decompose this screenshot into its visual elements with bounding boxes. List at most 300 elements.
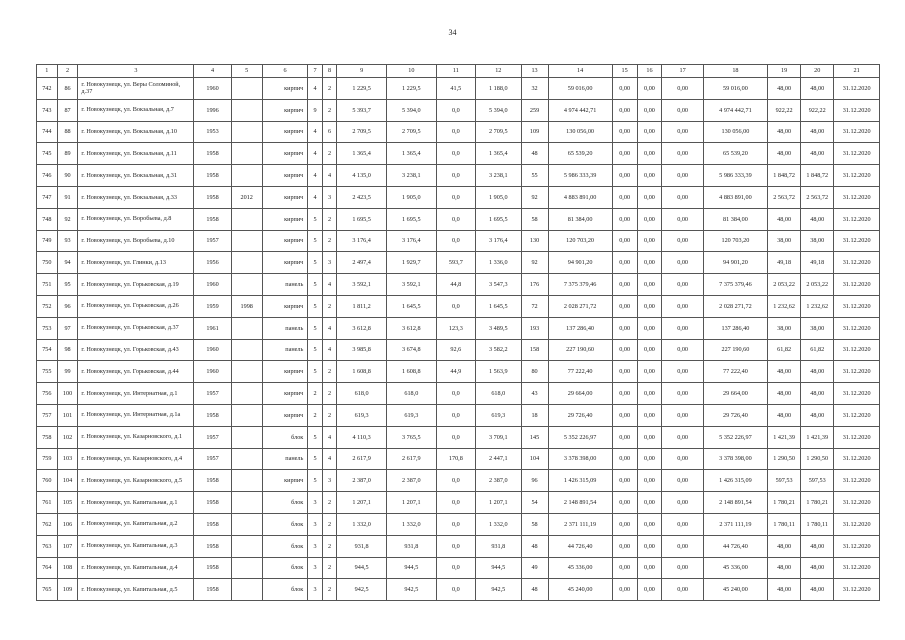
column-header: 19 [768, 65, 801, 78]
table-cell: г. Новокузнецк, ул. Веры Соломиной, д.37 [78, 78, 194, 100]
table-cell: 0,00 [612, 448, 637, 470]
table-cell: 2 563,72 [801, 186, 834, 208]
table-cell: 86 [57, 78, 78, 100]
table-cell: 2 709,5 [337, 121, 387, 143]
table-cell: 1 207,1 [476, 492, 522, 514]
table-row [37, 383, 880, 405]
table-cell: 4 [308, 165, 322, 187]
column-header: 21 [834, 65, 880, 78]
table-cell [231, 361, 262, 383]
table-row [37, 448, 880, 470]
table-cell: 4 [322, 317, 336, 339]
table-cell: 0,00 [612, 404, 637, 426]
table-cell: 120 703,20 [703, 230, 767, 252]
table-cell: 1 645,5 [386, 295, 436, 317]
table-cell [231, 513, 262, 535]
table-cell [231, 274, 262, 296]
table-cell: 1958 [194, 557, 231, 579]
table-cell: 94 901,20 [703, 252, 767, 274]
column-header: 8 [322, 65, 336, 78]
table-cell: кирпич [262, 208, 308, 230]
table-cell [231, 121, 262, 143]
table-row [37, 513, 880, 535]
table-cell: 1 695,5 [337, 208, 387, 230]
table-cell: 2 [322, 99, 336, 121]
table-cell: 2 053,22 [801, 274, 834, 296]
table-cell: 0,00 [662, 78, 703, 100]
table-cell: 31.12.2020 [834, 165, 880, 187]
table-cell: 748 [37, 208, 58, 230]
table-cell: 0,00 [612, 143, 637, 165]
table-cell: 2 [322, 557, 336, 579]
table-cell: 1 365,4 [386, 143, 436, 165]
column-header: 15 [612, 65, 637, 78]
table-cell [231, 557, 262, 579]
table-cell: 2 563,72 [768, 186, 801, 208]
table-cell: 618,0 [476, 383, 522, 405]
table-cell: 942,5 [476, 579, 522, 601]
table-cell: г. Новокузнецк, ул. Горьковская, д.43 [78, 339, 194, 361]
table-cell: 0,00 [662, 339, 703, 361]
table-cell: 18 [521, 404, 548, 426]
table-cell: 3 709,1 [476, 426, 522, 448]
table-cell: кирпич [262, 295, 308, 317]
table-cell: 31.12.2020 [834, 230, 880, 252]
table-cell: 3 [322, 252, 336, 274]
table-cell [231, 492, 262, 514]
table-cell: 1957 [194, 448, 231, 470]
table-cell: 2 709,5 [476, 121, 522, 143]
table-cell: 92 [521, 252, 548, 274]
table-cell: 1 780,21 [768, 492, 801, 514]
table-cell: 5 [308, 361, 322, 383]
table-cell: 31.12.2020 [834, 426, 880, 448]
table-cell: 0,00 [662, 404, 703, 426]
table-cell: 3 176,4 [337, 230, 387, 252]
table-cell: 4 135,0 [337, 165, 387, 187]
table-cell: 108 [57, 557, 78, 579]
table-cell: 597,53 [801, 470, 834, 492]
table-cell: 98 [57, 339, 78, 361]
table-cell: 31.12.2020 [834, 579, 880, 601]
table-cell: 0,00 [612, 383, 637, 405]
table-cell: 4 110,3 [337, 426, 387, 448]
table-cell: 5 [308, 208, 322, 230]
table-cell: 752 [37, 295, 58, 317]
table-cell: 0,0 [436, 404, 475, 426]
table-cell: 31.12.2020 [834, 492, 880, 514]
table-cell: панель [262, 317, 308, 339]
table-cell: 7 375 379,46 [703, 274, 767, 296]
table-cell: 922,22 [768, 99, 801, 121]
table-cell: 0,0 [436, 535, 475, 557]
table-cell: 31.12.2020 [834, 121, 880, 143]
table-cell: 4 [322, 274, 336, 296]
column-header: 20 [801, 65, 834, 78]
table-cell: 4 [322, 339, 336, 361]
table-cell: 3 592,1 [386, 274, 436, 296]
table-cell [231, 230, 262, 252]
table-cell: 104 [57, 470, 78, 492]
table-cell: г. Новокузнецк, ул. Воробьева, д.8 [78, 208, 194, 230]
table-cell: г. Новокузнецк, ул. Вокзальная, д.31 [78, 165, 194, 187]
table-cell: 1960 [194, 361, 231, 383]
table-cell: 0,00 [612, 186, 637, 208]
table-cell: 5 [308, 274, 322, 296]
table-cell: г. Новокузнецк, ул. Вокзальная, д.10 [78, 121, 194, 143]
table-cell: 2 447,1 [476, 448, 522, 470]
table-row [37, 295, 880, 317]
table-cell: 95 [57, 274, 78, 296]
table-cell: 0,00 [637, 513, 662, 535]
table-cell: 29 726,40 [703, 404, 767, 426]
table-cell: 48,00 [801, 78, 834, 100]
table-cell: 3 489,5 [476, 317, 522, 339]
table-cell: 2 [322, 295, 336, 317]
table-cell: 0,00 [662, 165, 703, 187]
table-cell: 88 [57, 121, 78, 143]
table-cell: 130 056,00 [548, 121, 612, 143]
table-cell: 0,00 [637, 579, 662, 601]
table-cell: 176 [521, 274, 548, 296]
table-cell: 0,00 [612, 470, 637, 492]
table-cell: 145 [521, 426, 548, 448]
table-cell: 0,00 [612, 579, 637, 601]
table-cell: 0,0 [436, 99, 475, 121]
column-header: 1 [37, 65, 58, 78]
table-cell: 2 387,0 [386, 470, 436, 492]
table-row [37, 426, 880, 448]
table-cell: 5 986 333,39 [548, 165, 612, 187]
table-cell: 48,00 [768, 121, 801, 143]
table-cell: 2012 [231, 186, 262, 208]
table-cell: 31.12.2020 [834, 383, 880, 405]
table-cell: г. Новокузнецк, ул. Казарновского, д.4 [78, 448, 194, 470]
table-cell: блок [262, 557, 308, 579]
table-row [37, 274, 880, 296]
table-cell: 48,00 [768, 383, 801, 405]
table-cell: 99 [57, 361, 78, 383]
table-cell: 31.12.2020 [834, 361, 880, 383]
table-cell: 0,0 [436, 208, 475, 230]
table-cell: 130 [521, 230, 548, 252]
table-cell: 6 [322, 121, 336, 143]
table-cell: 944,5 [476, 557, 522, 579]
table-cell: 1 232,62 [768, 295, 801, 317]
table-cell: 0,00 [662, 317, 703, 339]
table-cell: 72 [521, 295, 548, 317]
table-body [37, 78, 880, 601]
table-cell: 31.12.2020 [834, 252, 880, 274]
table-cell: 750 [37, 252, 58, 274]
table-cell: кирпич [262, 230, 308, 252]
table-cell: 0,00 [612, 492, 637, 514]
table-cell: 1958 [194, 579, 231, 601]
table-cell: 0,00 [637, 208, 662, 230]
table-row [37, 361, 880, 383]
table-cell: 48 [521, 535, 548, 557]
table-cell: 48,00 [801, 383, 834, 405]
table-cell: 1956 [194, 252, 231, 274]
table-cell [231, 535, 262, 557]
table-cell: кирпич [262, 361, 308, 383]
table-cell: кирпич [262, 165, 308, 187]
table-cell: 2 [322, 361, 336, 383]
table-row [37, 99, 880, 121]
table-cell: 2 [322, 383, 336, 405]
table-cell: 4 [322, 165, 336, 187]
table-cell: 43 [521, 383, 548, 405]
table-cell: 751 [37, 274, 58, 296]
table-cell: 0,00 [637, 448, 662, 470]
table-cell: 1960 [194, 274, 231, 296]
table-cell: 2 [322, 404, 336, 426]
table-cell: 81 384,00 [548, 208, 612, 230]
table-cell: 3 [308, 557, 322, 579]
table-cell: 54 [521, 492, 548, 514]
table-cell: 0,0 [436, 426, 475, 448]
table-cell: 158 [521, 339, 548, 361]
table-row [37, 339, 880, 361]
table-cell: 619,3 [337, 404, 387, 426]
table-cell: 931,8 [386, 535, 436, 557]
table-cell: 92,6 [436, 339, 475, 361]
table-cell: 31.12.2020 [834, 295, 880, 317]
table-cell: 31.12.2020 [834, 339, 880, 361]
table-cell: кирпич [262, 252, 308, 274]
table-cell: 1 365,4 [476, 143, 522, 165]
table-cell: 2 497,4 [337, 252, 387, 274]
table-cell: кирпич [262, 186, 308, 208]
table-cell: 1953 [194, 121, 231, 143]
column-header: 12 [476, 65, 522, 78]
table-cell: 0,00 [662, 535, 703, 557]
table-cell: 0,00 [662, 492, 703, 514]
table-cell: 0,0 [436, 557, 475, 579]
table-cell: 31.12.2020 [834, 404, 880, 426]
table-row [37, 230, 880, 252]
table-cell: 1 811,2 [337, 295, 387, 317]
table-cell: 0,00 [612, 274, 637, 296]
column-header: 9 [337, 65, 387, 78]
table-cell: 0,00 [662, 99, 703, 121]
table-cell: 48,00 [801, 404, 834, 426]
table-cell: 0,0 [436, 165, 475, 187]
table-cell [231, 579, 262, 601]
table-cell: 0,00 [662, 361, 703, 383]
table-cell: 1 695,5 [476, 208, 522, 230]
table-cell: 0,0 [436, 186, 475, 208]
table-cell: 0,00 [612, 361, 637, 383]
table-cell: 0,00 [662, 426, 703, 448]
table-cell: 0,00 [637, 143, 662, 165]
table-cell: 3 547,3 [476, 274, 522, 296]
table-cell: 4 974 442,71 [548, 99, 612, 121]
table-cell: г. Новокузнецк, ул. Глинки, д.13 [78, 252, 194, 274]
table-cell: 764 [37, 557, 58, 579]
table-cell: 31.12.2020 [834, 535, 880, 557]
table-cell: панель [262, 274, 308, 296]
table-cell: 3 176,4 [386, 230, 436, 252]
table-cell: 3 592,1 [337, 274, 387, 296]
table-cell: 1 232,62 [801, 295, 834, 317]
table-cell: 0,00 [637, 78, 662, 100]
table-row [37, 404, 880, 426]
table-cell: 0,00 [662, 557, 703, 579]
table-cell: 58 [521, 208, 548, 230]
table-cell: 0,00 [612, 78, 637, 100]
table-cell [231, 383, 262, 405]
table-cell: 48,00 [768, 78, 801, 100]
table-cell: 100 [57, 383, 78, 405]
table-cell: 1 780,21 [801, 492, 834, 514]
table-cell: 749 [37, 230, 58, 252]
table-cell: 29 664,00 [548, 383, 612, 405]
table-cell: 4 974 442,71 [703, 99, 767, 121]
table-cell: 0,00 [637, 470, 662, 492]
table-cell: г. Новокузнецк, ул. Вокзальная, д.7 [78, 99, 194, 121]
table-cell: 743 [37, 99, 58, 121]
table-cell: 0,00 [662, 208, 703, 230]
table-cell: 96 [57, 295, 78, 317]
table-cell: 763 [37, 535, 58, 557]
table-cell: 120 703,20 [548, 230, 612, 252]
table-cell: 0,00 [637, 317, 662, 339]
table-cell: 2 028 271,72 [703, 295, 767, 317]
table-cell: 0,0 [436, 383, 475, 405]
table-cell: 101 [57, 404, 78, 426]
table-cell: 104 [521, 448, 548, 470]
table-cell: 2 [322, 513, 336, 535]
column-header: 14 [548, 65, 612, 78]
table-cell: 4 [322, 426, 336, 448]
table-cell: 618,0 [386, 383, 436, 405]
table-cell: 4 883 891,00 [548, 186, 612, 208]
table-cell: г. Новокузнецк, ул. Горьковская, д.26 [78, 295, 194, 317]
table-cell: 91 [57, 186, 78, 208]
table-cell: 2 148 891,54 [548, 492, 612, 514]
table-cell: 44 726,40 [548, 535, 612, 557]
table-cell: 31.12.2020 [834, 78, 880, 100]
table-row [37, 121, 880, 143]
table-cell [231, 208, 262, 230]
table-cell: 5 [308, 470, 322, 492]
table-cell: кирпич [262, 121, 308, 143]
table-cell: 753 [37, 317, 58, 339]
table-cell: 0,00 [612, 99, 637, 121]
table-cell: 0,00 [612, 295, 637, 317]
table-cell: 1 905,0 [476, 186, 522, 208]
table-cell: 5 [308, 230, 322, 252]
table-cell: 944,5 [386, 557, 436, 579]
table-cell: 1 426 315,09 [548, 470, 612, 492]
table-cell: 0,00 [637, 339, 662, 361]
table-cell: 1961 [194, 317, 231, 339]
table-cell: 61,82 [801, 339, 834, 361]
table-cell: блок [262, 535, 308, 557]
table-cell: 0,00 [662, 274, 703, 296]
table-cell: 109 [521, 121, 548, 143]
table-cell: блок [262, 492, 308, 514]
table-row [37, 165, 880, 187]
table-cell: 87 [57, 99, 78, 121]
table-cell: 1960 [194, 78, 231, 100]
table-cell: 31.12.2020 [834, 317, 880, 339]
table-cell: 45 240,00 [703, 579, 767, 601]
table-cell: 1 421,39 [768, 426, 801, 448]
table-cell: 1 207,1 [386, 492, 436, 514]
table-cell: 0,00 [612, 317, 637, 339]
table-cell: 2 148 891,54 [703, 492, 767, 514]
table-cell: 0,00 [637, 121, 662, 143]
table-row [37, 78, 880, 100]
table-cell: 0,00 [637, 361, 662, 383]
table-cell: 618,0 [337, 383, 387, 405]
table-cell: 259 [521, 99, 548, 121]
table-cell: 48,00 [801, 121, 834, 143]
table-cell: г. Новокузнецк, ул. Горьковская, д.19 [78, 274, 194, 296]
table-cell: 0,00 [637, 99, 662, 121]
table-cell: г. Новокузнецк, ул. Горьковская, д.44 [78, 361, 194, 383]
table-cell: 1 695,5 [386, 208, 436, 230]
table-cell: 5 394,0 [476, 99, 522, 121]
table-cell: 31.12.2020 [834, 557, 880, 579]
table-cell: 2 028 271,72 [548, 295, 612, 317]
table-cell [231, 143, 262, 165]
table-cell: 3 [308, 492, 322, 514]
column-header: 11 [436, 65, 475, 78]
table-cell: 45 240,00 [548, 579, 612, 601]
table-cell: 2 387,0 [337, 470, 387, 492]
table-cell: 93 [57, 230, 78, 252]
table-cell: 29 726,40 [548, 404, 612, 426]
table-cell: 942,5 [386, 579, 436, 601]
table-cell: 105 [57, 492, 78, 514]
table-cell: 1 229,5 [337, 78, 387, 100]
table-cell: 0,00 [662, 383, 703, 405]
table-cell: 2 709,5 [386, 121, 436, 143]
table-cell: 103 [57, 448, 78, 470]
table-cell: 1958 [194, 143, 231, 165]
table-cell: 745 [37, 143, 58, 165]
table-cell: кирпич [262, 404, 308, 426]
table-cell [231, 78, 262, 100]
table-cell: 5 352 226,97 [548, 426, 612, 448]
table-cell: 5 352 226,97 [703, 426, 767, 448]
table-cell: 3 674,8 [386, 339, 436, 361]
table-cell: 5 986 333,39 [703, 165, 767, 187]
table-cell: 31.12.2020 [834, 99, 880, 121]
table-cell: 130 056,00 [703, 121, 767, 143]
table-row [37, 492, 880, 514]
column-header: 18 [703, 65, 767, 78]
table-cell [231, 404, 262, 426]
table-cell: г. Новокузнецк, ул. Горьковская, д.37 [78, 317, 194, 339]
table-cell: 48,00 [801, 361, 834, 383]
table-row [37, 143, 880, 165]
table-cell: 762 [37, 513, 58, 535]
table-cell: 1958 [194, 186, 231, 208]
table-cell: 45 336,00 [548, 557, 612, 579]
table-cell: 1 608,8 [337, 361, 387, 383]
table-cell: 1 848,72 [768, 165, 801, 187]
table-cell: 0,0 [436, 230, 475, 252]
table-cell: 1958 [194, 492, 231, 514]
table-cell: 31.12.2020 [834, 208, 880, 230]
table-cell: 65 539,20 [548, 143, 612, 165]
table-cell: 0,00 [662, 186, 703, 208]
table-cell: 593,7 [436, 252, 475, 274]
